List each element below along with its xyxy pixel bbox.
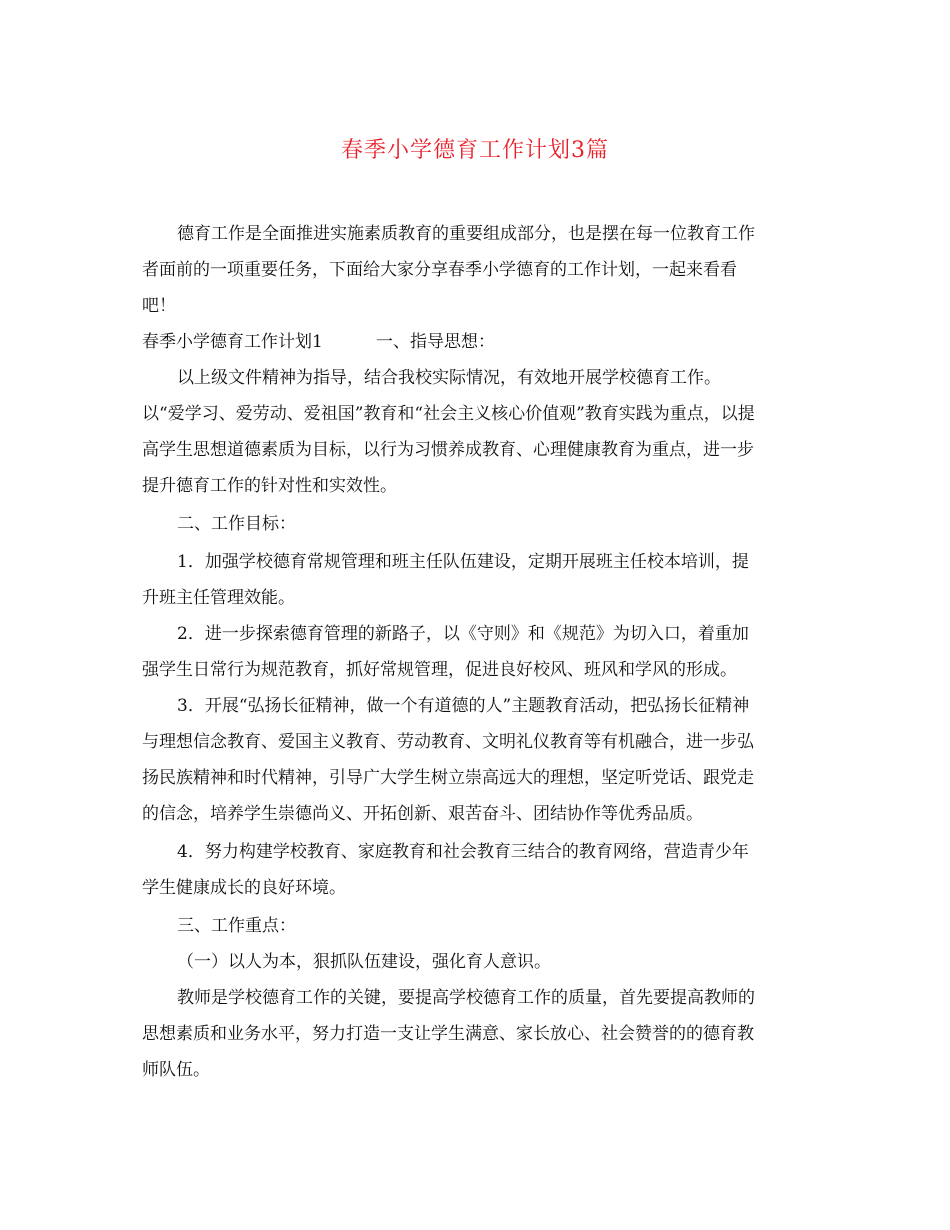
subsection-heading: （一）以人为本，狠抓队伍建设，强化育人意识。 <box>177 952 551 972</box>
goal-line: 2．进一步探索德育管理的新路子，以《守则》和《规范》为切入口，着重加 <box>177 624 749 644</box>
section-heading: 三、工作重点： <box>177 916 296 936</box>
goal-line: 强学生日常行为规范教育，抓好常规管理，促进良好校风、班风和学风的形成。 <box>142 660 737 680</box>
goal-line: 4．努力构建学校教育、家庭教育和社会教育三结合的教育网络，营造青少年 <box>177 842 749 862</box>
document-title: 春季小学德育工作计划3篇 <box>341 138 609 163</box>
paragraph-line: 提升德育工作的针对性和实效性。 <box>142 476 397 496</box>
goal-line: 1．加强学校德育常规管理和班主任队伍建设，定期开展班主任校本培训，提 <box>177 552 749 572</box>
goal-line: 的信念，培养学生崇德尚义、开拓创新、艰苦奋斗、团结协作等优秀品质。 <box>142 804 703 824</box>
goal-line: 扬民族精神和时代精神，引导广大学生树立崇高远大的理想，坚定听党话、跟党走 <box>142 768 754 788</box>
goal-line: 学生健康成长的良好环境。 <box>142 878 346 898</box>
paragraph-line: 以上级文件精神为指导，结合我校实际情况，有效地开展学校德育工作。 <box>177 368 721 388</box>
goal-line: 与理想信念教育、爱国主义教育、劳动教育、文明礼仪教育等有机融合，进一步弘 <box>142 732 754 752</box>
paragraph-line: 以“爱学习、爱劳动、爱祖国”教育和“社会主义核心价值观”教育实践为重点，以提 <box>142 404 755 424</box>
plan-heading: 春季小学德育工作计划1 <box>142 332 323 352</box>
intro-line: 者面前的一项重要任务，下面给大家分享春季小学德育的工作计划，一起来看看 <box>142 260 737 280</box>
paragraph-line: 高学生思想道德素质为目标，以行为习惯养成教育、心理健康教育为重点，进一步 <box>142 440 754 460</box>
section-heading: 二、工作目标： <box>177 514 296 534</box>
goal-line: 3．开展“弘扬长征精神，做一个有道德的人”主题教育活动，把弘扬长征精神 <box>177 696 750 716</box>
paragraph-line: 师队伍。 <box>142 1060 210 1080</box>
intro-line: 德育工作是全面推进实施素质教育的重要组成部分，也是摆在每一位教育工作 <box>177 224 755 244</box>
paragraph-line: 思想素质和业务水平，努力打造一支让学生满意、家长放心、社会赞誉的的德育教 <box>142 1024 754 1044</box>
section-heading: 一、指导思想： <box>376 332 495 352</box>
intro-line: 吧！ <box>142 296 176 316</box>
goal-line: 升班主任管理效能。 <box>142 588 295 608</box>
paragraph-line: 教师是学校德育工作的关键，要提高学校德育工作的质量，首先要提高教师的 <box>177 988 755 1008</box>
